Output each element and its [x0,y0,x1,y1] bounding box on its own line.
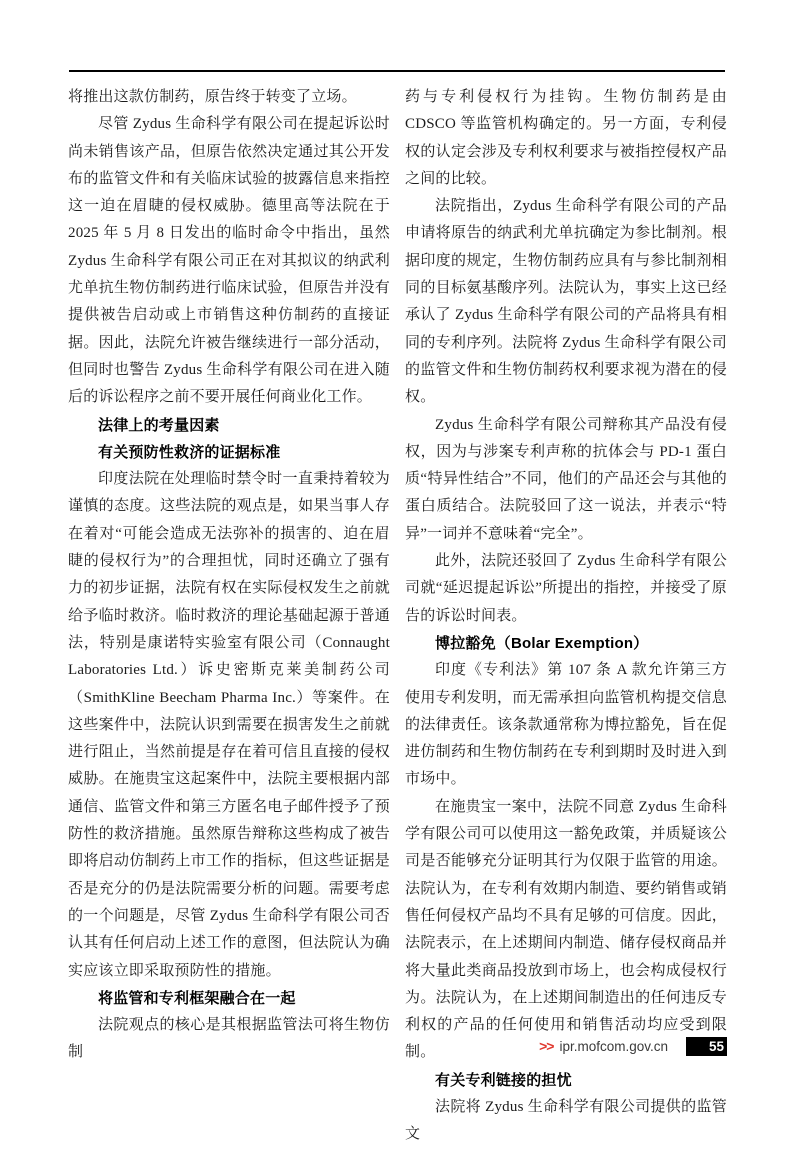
header-rule [69,70,725,72]
paragraph: Zydus 生命科学有限公司辩称其产品没有侵权，因为与涉案专利声称的抗体会与 PD-1 蛋白质“特异性结合”不同，他们的产品还会与其他的蛋白质结合。法院驳回了这一说法，并表示“特异”一词并不意味着“完全”。 [405,416,727,542]
section-heading: 法律上的考量因素 [98,416,220,434]
paragraph: 法院指出，Zydus 生命科学有限公司的产品申请将原告的纳武利尤单抗确定为参比制剂。根据印度的规定，生物仿制药应具有与参比制剂相同的目标氨基酸序列。法院认为，事实上这已经承认了 Zydus 生命科学有限公司的产品将具有相同的专利序列。法院将 Zydus 生命科学有限公司的监管文件和生物仿制药权利要求视为潜在的侵权。 [405,198,727,406]
paragraph: 印度法院在处理临时禁令时一直秉持着较为谨慎的态度。这些法院的观点是，如果当事人存在着对“可能会造成无法弥补的损害的、迫在眉睫的侵权行为”的合理担忧，同时还确立了强有力的初步证据，法院有权在实际侵权发生之前就给予临时救济。临时救济的理论基础起源于普通法，特别是康诺特实验室有限公司（Connaught Laboratories Ltd.）诉史密斯克莱美制药公司（SmithKline Beecham Pharma Inc.）等案件。在这些案件中，法院认识到需要在损害发生之前就进行阻止，当然前提是存在着可信且直接的侵权威胁。在施贵宝这起案件中，法院主要根据内部通信、监管文件和第三方匿名电子邮件授予了预防性的救济措施。虽然原告辩称这些构成了被告即将启动仿制药上市工作的指标，但这些证据是否是充分的仍是法院需要分析的问题。需要考虑的一个问题是，尽管 Zydus 生命科学有限公司否认其有任何启动上述工作的意图，但法院认为确实应该立即采取预防性的措施。 [68,471,390,979]
right-column [405,84,727,1149]
paragraph: 法院将 Zydus 生命科学有限公司提供的监管文 [405,1098,727,1143]
paragraph: 此外，法院还驳回了 Zydus 生命科学有限公司就“延迟提起诉讼”所提出的指控，并接受了原告的诉讼时间表。 [405,553,727,624]
section-heading: 有关专利链接的担忧 [435,1071,572,1089]
footer-chevron-icon: >> [539,1038,554,1054]
paragraph: 尽管 Zydus 生命科学有限公司在提起诉讼时尚未销售该产品，但原告依然决定通过其公开发布的监管文件和有关临床试验的披露信息来指控这一迫在眉睫的侵权威胁。德里高等法院在于 2025 年 5 月 8 日发出的临时命令中指出，虽然 Zydus 生命科学有限公司正在对其拟议的纳武利尤单抗生物仿制药进行临床试验，但原告并没有提供被告启动或上市销售这种仿制药的直接证据。因此，法院允许被告继续进行一部分活动，但同时也警告 Zydus 生命科学有限公司在进入随后的诉讼程序之前不要开展任何商业化工作。 [68,116,390,406]
paragraph: 药与专利侵权行为挂钩。生物仿制药是由 CDSCO 等监管机构确定的。另一方面，专利侵权的认定会涉及专利权利要求与被指控侵权产品之间的比较。 [405,89,727,187]
footer-site-url: ipr.mofcom.gov.cn [559,1038,668,1054]
page-number-badge: 55 [686,1037,727,1056]
section-heading: 有关预防性救济的证据标准 [98,443,281,461]
two-column-text [68,84,727,1149]
paragraph: 将推出这款仿制药，原告终于转变了立场。 [68,89,357,105]
left-column [68,84,390,1149]
section-heading: 将监管和专利框架融合在一起 [98,989,296,1007]
paragraph: 在施贵宝一案中，法院不同意 Zydus 生命科学有限公司可以使用这一豁免政策，并质疑该公司是否能够充分证明其行为仅限于监管的用途。法院认为，在专利有效期内制造、要约销售或销售任何侵权产品均不具有足够的可信度。因此，法院表示，在上述期间内制造、储存侵权商品并将大量此类商品投放到市场上，也会构成侵权行为。法院认为，在上述期间制造出的任何违反专利权的产品的任何使用和销售活动均应受到限制。 [405,798,727,1061]
page-footer [0,1036,727,1056]
paragraph: 法院观点的核心是其根据监管法可将生物仿制 [68,1017,390,1061]
section-heading: 博拉豁免（Bolar Exemption） [435,634,649,652]
paragraph: 印度《专利法》第 107 条 A 款允许第三方使用专利发明，而无需承担向监管机构提交信息的法律责任。该条款通常称为博拉豁免，旨在促进仿制药和生物仿制药在专利到期时及时进入到市场中。 [405,662,727,788]
